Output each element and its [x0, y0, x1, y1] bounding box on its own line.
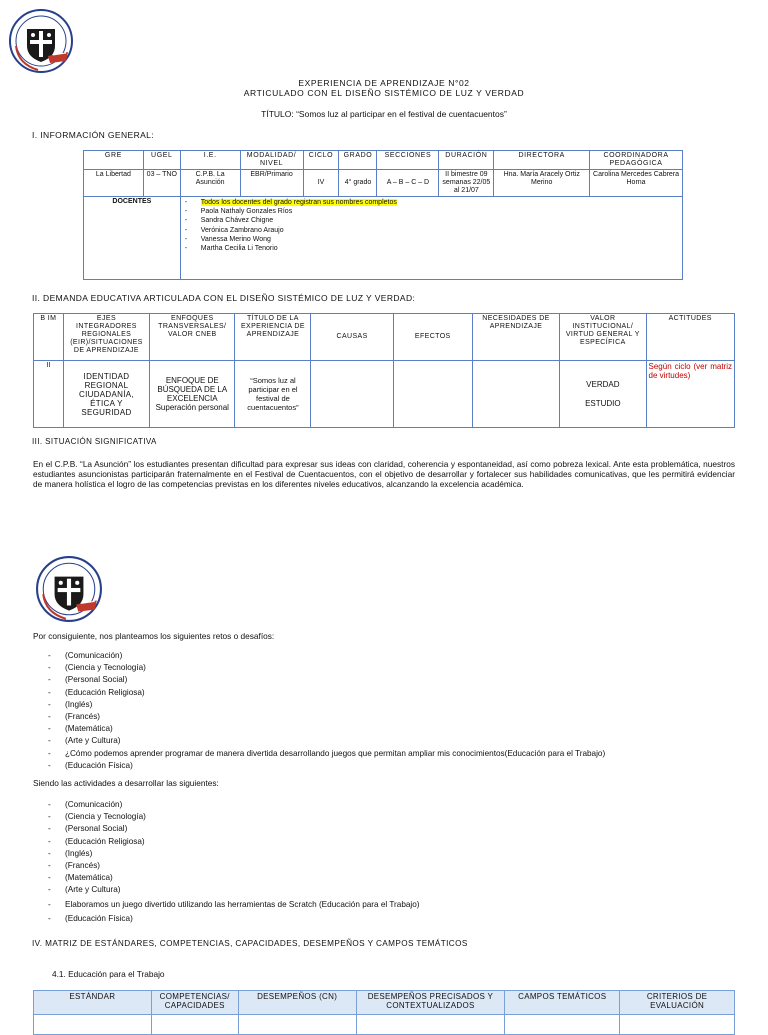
general-info-table — [83, 150, 683, 280]
demand-table — [33, 313, 735, 428]
docente-item: - Paola Nathaly Gonzales Ríos — [183, 207, 680, 216]
retos-intro: Por consiguiente, nos planteamos los siguientes retos o desafíos: — [33, 631, 275, 641]
reto-item: - (Educación Religiosa) — [33, 687, 743, 699]
col-necesidades: NECESIDADES DE APRENDIZAJE — [472, 314, 559, 361]
actividad-item: - Elaboramos un juego divertido utilizando las herramientas de Scratch (Educación para el Trabajo) — [33, 897, 743, 913]
actividad-item: - (Arte y Cultura) — [33, 884, 743, 896]
section-1-heading: I. INFORMACIÓN GENERAL: — [32, 130, 155, 140]
col-modalidad: MODALIDAD/ NIVEL — [240, 151, 303, 170]
col-coordinadora: COORDINADORA PEDAGÓGICA — [590, 151, 683, 170]
actividades-intro: Siendo las actividades a desarrollar las siguientes: — [33, 778, 219, 788]
reto-item: - (Comunicación) — [33, 650, 743, 662]
actividad-item: - (Comunicación) — [33, 799, 743, 811]
col-estandar: ESTÁNDAR — [34, 991, 152, 1015]
col-ejes: EJES INTEGRADORES REGIONALES (EIR)/SITUACIONES DE APRENDIZAJE — [63, 314, 149, 361]
reto-item: - (Educación Física) — [33, 760, 743, 772]
cell-efectos — [393, 361, 472, 428]
col-gre: GRE — [84, 151, 144, 170]
col-ugel: UGEL — [143, 151, 180, 170]
matriz-cell — [356, 1015, 505, 1035]
cell-ejes: IDENTIDAD REGIONAL CIUDADANÍA, ÉTICA Y SEGURIDAD — [63, 361, 149, 428]
actividad-item: - (Francés) — [33, 860, 743, 872]
cell-secciones: A – B – C – D — [377, 170, 439, 197]
col-directora: DIRECTORA — [494, 151, 590, 170]
section-4-heading: IV. MATRIZ DE ESTÁNDARES, COMPETENCIAS, CAPACIDADES, DESEMPEÑOS Y CAMPOS TEMÁTICOS — [32, 939, 468, 948]
valor-especifico: ESTUDIO — [585, 399, 621, 408]
cell-coordinadora: Carolina Mercedes Cabrera Horna — [590, 170, 683, 197]
reto-item: - ¿Cómo podemos aprender programar de manera divertida desarrollando juegos que permitan ampliar mis conocimientos(Educación para el Trabajo) — [33, 748, 743, 760]
experience-number: EXPERIENCIA DE APRENDIZAJE N°02 — [298, 78, 470, 88]
situacion-paragraph: En el C.P.B. “La Asunción” los estudiantes presentan dificultad para expresar sus ideas con claridad, coherencia y espontaneidad, así como pobreza lexical. Ante esta problemática, nuestros estudiantes asuncionistas participarán fraternalmente en el Festival de Cuentacuentos, con el objetivo de desarrollar y fortalecer sus habilidades comunicativas, que les permitirá evidenciar de manera holística el logro de las competencias previstas en los diferentes niveles educativos, alcanzando la excelencia académica. — [33, 459, 735, 489]
cell-necesidades — [472, 361, 559, 428]
reto-item: - (Matemática) — [33, 723, 743, 735]
col-grado: GRADO — [339, 151, 377, 170]
cell-ciclo: IV — [303, 170, 339, 197]
col-ciclo: CICLO — [303, 151, 339, 170]
reto-item: - (Francés) — [33, 711, 743, 723]
section-2-heading: II. DEMANDA EDUCATIVA ARTICULADA CON EL DISEÑO SISTÉMICO DE LUZ Y VERDAD: — [32, 293, 416, 303]
section-4-1-heading: 4.1. Educación para el Trabajo — [52, 969, 165, 979]
cell-modalidad: EBR/Primario — [240, 170, 303, 197]
col-duracion: DURACIÓN — [439, 151, 494, 170]
experience-title-block — [0, 78, 768, 98]
valor-general: VERDAD — [586, 380, 620, 389]
docentes-label: DOCENTES — [84, 197, 181, 280]
cell-enfoque — [150, 361, 235, 428]
actividad-item: - (Educación Física) — [33, 913, 743, 925]
cell-grado: 4° grado — [339, 170, 377, 197]
cell-directora: Hna. María Aracely Ortiz Merino — [494, 170, 590, 197]
col-ie: I.E. — [180, 151, 240, 170]
docentes-cell — [180, 197, 682, 280]
docentes-list — [183, 198, 680, 253]
matriz-table — [33, 990, 735, 1035]
section-3-heading: III. SITUACIÓN SIGNIFICATIVA — [32, 437, 157, 446]
docente-item: - Sandra Chávez Chigne — [183, 216, 680, 225]
reto-item: - (Inglés) — [33, 699, 743, 711]
col-secciones: SECCIONES — [377, 151, 439, 170]
col-campos-tematicos: CAMPOS TEMÁTICOS — [505, 991, 620, 1015]
cell-ie: C.P.B. La Asunción — [180, 170, 240, 197]
docente-item: - Todos los docentes del grado registran sus nombres completos — [183, 198, 680, 207]
cell-causas — [311, 361, 393, 428]
matriz-cell — [620, 1015, 735, 1035]
col-desempenos: DESEMPEÑOS (CN) — [238, 991, 356, 1015]
cell-duracion: II bimestre 09 semanas 22/05 al 21/07 — [439, 170, 494, 197]
col-causas: CAUSAS — [311, 314, 393, 361]
col-criterios: CRITERIOS DE EVALUACIÓN — [620, 991, 735, 1015]
col-desempenos-precisados: DESEMPEÑOS PRECISADOS Y CONTEXTUALIZADOS — [356, 991, 505, 1015]
enfoque-subtitle: Superación personal — [155, 403, 229, 412]
experience-articulation: ARTICULADO CON EL DISEÑO SISTÉMICO DE LUZ Y VERDAD — [243, 88, 525, 98]
docente-item: - Vanessa Merino Wong — [183, 235, 680, 244]
reto-item: - (Arte y Cultura) — [33, 735, 743, 747]
docente-item: - Martha Cecilia Li Tenorio — [183, 244, 680, 253]
col-bim: B IM — [34, 314, 64, 361]
col-competencias: COMPETENCIAS/ CAPACIDADES — [151, 991, 238, 1015]
reto-item: - (Personal Social) — [33, 674, 743, 686]
experience-title: TÍTULO: “Somos luz al participar en el festival de cuentacuentos” — [261, 109, 507, 119]
matriz-cell — [505, 1015, 620, 1035]
actividad-item: - (Personal Social) — [33, 823, 743, 835]
cell-actitudes: Según ciclo (ver matriz de virtudes) — [646, 361, 734, 428]
actividad-item: - (Inglés) — [33, 848, 743, 860]
matriz-cell — [34, 1015, 152, 1035]
col-efectos: EFECTOS — [393, 314, 472, 361]
cell-titulo: “Somos luz al participar en el festival de cuentacuentos” — [235, 361, 311, 428]
school-crest-logo — [8, 8, 74, 74]
reto-item: - (Ciencia y Tecnología) — [33, 662, 743, 674]
school-crest-logo — [33, 555, 105, 623]
col-actitudes: ACTITUDES — [646, 314, 734, 361]
cell-gre: La Libertad — [84, 170, 144, 197]
matriz-cell — [151, 1015, 238, 1035]
docente-item: - Verónica Zambrano Araujo — [183, 226, 680, 235]
col-enfoques: ENFOQUES TRANSVERSALES/ VALOR CNEB — [150, 314, 235, 361]
cell-valor — [560, 361, 646, 428]
matriz-cell — [238, 1015, 356, 1035]
cell-ugel: 03 – TNO — [143, 170, 180, 197]
actividad-item: - (Ciencia y Tecnología) — [33, 811, 743, 823]
actividades-list — [33, 799, 743, 925]
col-titulo: TÍTULO DE LA EXPERIENCIA DE APRENDIZAJE — [235, 314, 311, 361]
cell-bim: II — [34, 361, 64, 428]
retos-list — [33, 650, 743, 772]
actividad-item: - (Matemática) — [33, 872, 743, 884]
col-valor: VALOR INSTITUCIONAL/ VIRTUD GENERAL Y ESPECÍFICA — [560, 314, 646, 361]
enfoque-title: ENFOQUE DE BÚSQUEDA DE LA EXCELENCIA — [157, 376, 228, 403]
actividad-item: - (Educación Religiosa) — [33, 836, 743, 848]
